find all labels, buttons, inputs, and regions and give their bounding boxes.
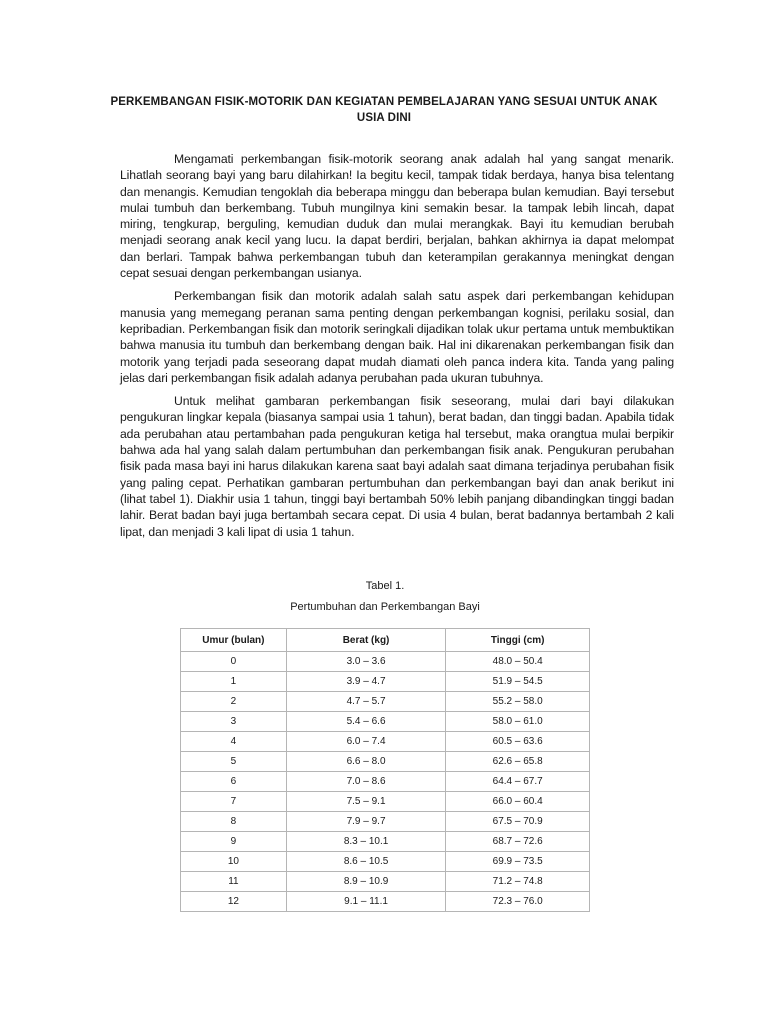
cell-age: 2 [181,692,287,712]
cell-weight: 6.6 – 8.0 [286,752,446,772]
cell-height: 55.2 – 58.0 [446,692,590,712]
cell-height: 72.3 – 76.0 [446,892,590,912]
table-row [181,812,590,832]
cell-height: 60.5 – 63.6 [446,732,590,752]
cell-age: 5 [181,752,287,772]
cell-height: 64.4 – 67.7 [446,772,590,792]
cell-age: 10 [181,852,287,872]
table-caption-title: Pertumbuhan dan Perkembangan Bayi [290,601,480,613]
table-row [181,892,590,912]
table-row [181,732,590,752]
cell-height: 68.7 – 72.6 [446,832,590,852]
cell-weight: 7.5 – 9.1 [286,792,446,812]
cell-age: 6 [181,772,287,792]
table-row [181,872,590,892]
cell-weight: 4.7 – 5.7 [286,692,446,712]
cell-weight: 7.0 – 8.6 [286,772,446,792]
cell-age: 12 [181,892,287,912]
growth-table [180,628,590,912]
cell-height: 71.2 – 74.8 [446,872,590,892]
paragraph-3: Untuk melihat gambaran perkembangan fisik seseorang, mulai dari bayi dilakukan pengukuran lingkar kepala (biasanya sampai usia 1 tahun), berat badan, dan tinggi badan. Apabila tidak ada perubahan atau pertambahan pada pengukuran ketiga hal tersebut, maka orangtua mulai berpikir bahwa ada hal yang salah dalam pertumbuhan dan perkembangan fisik anak. Pengukuran perubahan fisik pada masa bayi ini harus dilakukan karena saat bayi adalah saat dimana terjadinya perubahan fisik yang paling cepat. Perhatikan gambaran pertumbuhan dan perkembangan bayi dan anak berikut ini (lihat tabel 1). Diakhir usia 1 tahun, tinggi bayi bertambah 50% lebih panjang dibandingkan tinggi badan lahir. Berat badan bayi juga bertambah secara cepat. Di usia 4 bulan, berat badannya bertambah 2 kali lipat, dan menjadi 3 kali lipat di usia 1 tahun. [120,394,674,539]
body-text [120,151,674,547]
cell-age: 8 [181,812,287,832]
table-row [181,852,590,872]
cell-weight: 3.9 – 4.7 [286,672,446,692]
cell-height: 66.0 – 60.4 [446,792,590,812]
table-row [181,752,590,772]
cell-weight: 6.0 – 7.4 [286,732,446,752]
cell-weight: 5.4 – 6.6 [286,712,446,732]
table-row [181,652,590,672]
cell-height: 62.6 – 65.8 [446,752,590,772]
cell-weight: 9.1 – 11.1 [286,892,446,912]
table-row [181,772,590,792]
header-age: Umur (bulan) [181,629,287,652]
table-header-row [181,629,590,652]
cell-height: 51.9 – 54.5 [446,672,590,692]
table-row [181,672,590,692]
table-row [181,692,590,712]
table-caption-number: Tabel 1. [365,580,405,592]
document-title: PERKEMBANGAN FISIK-MOTORIK DAN KEGIATAN PEMBELAJARAN YANG SESUAI UNTUK ANAK USIA DINI [110,96,658,124]
paragraph-2: Perkembangan fisik dan motorik adalah salah satu aspek dari perkembangan kehidupan manusia yang memegang peranan sama penting dengan perkembangan kognisi, perilaku sosial, dan kepribadian. Perkembangan fisik dan motorik seringkali dijadikan tolak ukur pertama untuk membuktikan bahwa manusia itu tumbuh dan berkembang dengan baik. Hal ini dikarenakan perkembangan fisik dan motorik yang terjadi pada seseorang dapat mudah diamati oleh panca indera kita. Tanda yang paling jelas dari perkembangan fisik adalah adanya perubahan pada ukuran tubuhnya. [120,289,674,385]
cell-age: 4 [181,732,287,752]
cell-weight: 8.9 – 10.9 [286,872,446,892]
table-row [181,832,590,852]
cell-height: 48.0 – 50.4 [446,652,590,672]
table-row [181,792,590,812]
cell-weight: 7.9 – 9.7 [286,812,446,832]
header-height: Tinggi (cm) [446,629,590,652]
cell-age: 3 [181,712,287,732]
cell-height: 69.9 – 73.5 [446,852,590,872]
cell-age: 0 [181,652,287,672]
cell-age: 11 [181,872,287,892]
cell-height: 67.5 – 70.9 [446,812,590,832]
cell-age: 7 [181,792,287,812]
cell-weight: 8.3 – 10.1 [286,832,446,852]
paragraph-1: Mengamati perkembangan fisik-motorik seorang anak adalah hal yang sangat menarik. Lihatlah seorang bayi yang baru dilahirkan! Ia begitu kecil, tampak tidak berdaya, hanya bisa telentang dan menangis. Kemudian tengoklah dia beberapa minggu dan beberapa bulan kemudian. Bayi tersebut mulai tumbuh dan berkembang. Tubuh mungilnya kini semakin besar. Ia tampak lebih lincah, dapat miring, tengkurap, berguling, kemudian duduk dan mulai merangkak. Bayi itu kemudian berubah menjadi seorang anak kecil yang lucu. Ia dapat berdiri, berjalan, bahkan akhirnya ia dapat melompat dan berlari. Tampak bahwa perkembangan tubuh dan keterampilan gerakannya meningkat dengan cepat sesuai dengan perkembangan usianya. [120,152,674,281]
table-row [181,712,590,732]
cell-age: 9 [181,832,287,852]
cell-height: 58.0 – 61.0 [446,712,590,732]
cell-weight: 3.0 – 3.6 [286,652,446,672]
header-weight: Berat (kg) [286,629,446,652]
cell-age: 1 [181,672,287,692]
cell-weight: 8.6 – 10.5 [286,852,446,872]
